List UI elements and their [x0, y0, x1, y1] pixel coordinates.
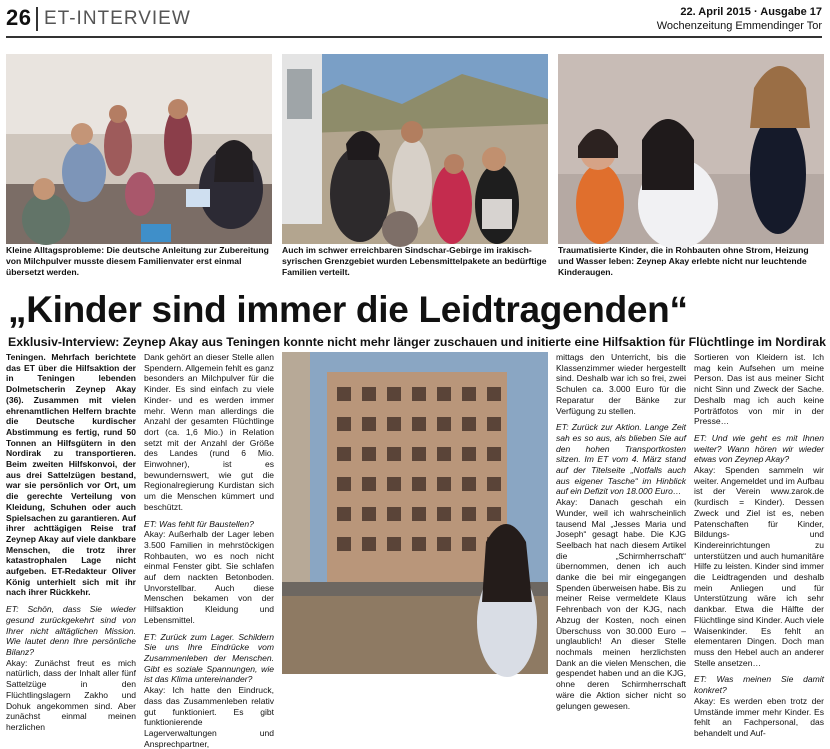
interview-question: ET: Was meinen Sie damit konkret?	[694, 674, 824, 696]
interview-answer: Dank gehört an dieser Stelle allen Spendern. Allgemein fehlt es ganz besonders an Milchpulver für die Kinder. Es sind einfach zu viele Kinder- und es werden immer mehr. Wenn man allerdings die Anzahl der gesamten Flüchtlinge dort (ca. 1,6 Mio.) in Relation setzt mit der Anzahl der Größe des Landes (rund 6 Mio. Einwohner), ist es bewundernswert, wie gut die Regionalregierung Kurdistan sich um die Menschen kümmert und beschützt.	[144, 352, 274, 512]
caption-photo3: Traumatisierte Kinder, die in Rohbauten ohne Strom, Heizung und Wasser leben: Zeynep Akay erlebte nicht nur leuchtende Kinderaugen.	[558, 245, 809, 277]
photo-family-tent	[6, 54, 272, 244]
interview-answer: Akay: Es werden eben trotz der Umstände immer mehr Kinder. Es fehlt an Fachpersonal, das behandelt und Auf-	[694, 695, 824, 738]
interview-answer: mittags den Unterricht, bis die Klassenzimmer wieder hergestellt sind. Deshalb war ich so frei, zwei Schulen ca. 3.000 Euro für die Reparatur der Bänke zur Verfügung zu stellen.	[556, 352, 686, 416]
article-intro: Teningen. Mehrfach berichtete das ET über die Hilfsaktion der in Teningen lebenden Dolmetscherin Zeynep Akay (36). Zusammen mit vielen ehrenamtlichen Helfern brachte die Deutsche kurdischer Abstimmung es fertig, rund 50 Tonnen an Hilfsgütern in den Nordirak zu transportieren. Beim zweiten Hilfskonvoi, der aus drei Sattelzügen bestand, war sie persönlich vor Ort, um die gerechte Verteilung von Kleidung, Schuhen oder auch Spielsachen zu garantieren. Auf ihrer achttägigen Reise traf Zeynep Akay auf viele dankbare Menschen, die trotz ihrer katastrophalen Lage nicht aufgeben. ET-Redakteur Oliver König unterhielt sich mit ihr nach ihrer Rückkehr.	[6, 352, 136, 598]
interview-answer: Akay: Zunächst freut es mich natürlich, dass der Inhalt aller fünf Sattelzüge in den Flüchtlingslagern Zakho und Dohuk angekommen sind. Aber zunächst einmal meinen herzlichen	[6, 657, 136, 732]
interview-question: ET: Was fehlt für Baustellen?	[144, 518, 254, 529]
interview-answer: Sortieren von Kleidern ist. Ich mag kein Aufsehen um meine Person. Das ist aus meiner Sicht nicht Sinn und Zweck der Sache. Deshalb mag ich auch keine Porträtfotos von mir in der Presse…	[694, 352, 824, 427]
interview-answer: Akay: Ich hatte den Eindruck, dass das Zusammenleben relativ gut funktioniert. Es gibt funktionierende Lagerverwaltungen und Ansprechpartner,	[144, 685, 274, 749]
interview-question: ET: Schön, dass Sie wieder gesund zurückgekehrt sind von Ihrer nicht alltäglichen Mission. Wie lautet denn Ihre persönliche Bilanz?	[6, 604, 136, 657]
issue-date: 22. April 2015 · Ausgabe 17	[680, 6, 822, 18]
interview-question: ET: Und wie geht es mit Ihnen weiter? Wann hören wir wieder etwas von Zeynep Akay?	[694, 432, 824, 465]
article-column-1	[6, 352, 136, 732]
page-number: 26	[6, 5, 32, 30]
photo-mountain-distribution	[282, 54, 548, 244]
photo-traumatized-children	[558, 54, 824, 244]
caption-photo1: Kleine Alltagsprobleme: Die deutsche Anleitung zur Zubereitung von Milchpulver musste diesem Familienvater erst einmal übersetzt werden.	[6, 245, 269, 277]
header-rule	[6, 36, 822, 38]
caption-photo2: Auch im schwer erreichbaren Sindschar-Gebirge im irakisch-syrischen Grenzgebiet wurden Lebensmittelpakete an bedürftige Familien verteilt.	[282, 245, 547, 277]
header-divider	[36, 7, 38, 31]
article-subheadline: Exklusiv-Interview: Zeynep Akay aus Teningen konnte nicht mehr länger zuschauen und initierte eine Hilfsaktion für Flüchtlinge im Nordirak	[8, 335, 826, 349]
photo-unfinished-building	[282, 352, 548, 674]
interview-answer: Akay: Außerhalb der Lager leben 3.500 Familien in mehrstöckigen Rohbauten, wo es noch nicht einmal Fenster gibt. Sie schlafen auf dem nackten Betonboden. Unvorstellbar. Auch diese Menschen bekamen von der Hilfsaktion Kleidung und Lebensmittel.	[144, 529, 274, 625]
article-headline: „Kinder sind immer die Leidtragenden“	[8, 289, 688, 330]
article-column-3	[556, 352, 686, 711]
article-column-4	[694, 352, 824, 738]
newspaper-name: Wochenzeitung Emmendinger Tor	[656, 20, 822, 32]
interview-answer: Akay: Spenden sammeln wir weiter. Angemeldet und im Aufbau ist der Verein www.zarok.de (kurdisch = Kinder). Dessen Zweck und Ziel ist es, neben Patenschaften für Kinder, Bildungs- und Kindereinrichtungen zu unterstützen und auch humanitäre Hilfe zu leisten. Kinder sind immer die Leidtragenden und deshalb mein Anliegen und für Unterstützung wäre ich sehr dankbar. Etwa die Hälfte der Flüchtlinge sind Kinder. Auch viele Waisenkinder. Es fehlt an elementaren Dingen. Doch man muss den Hebel auch an anderer Stelle ansetzen…	[694, 465, 824, 668]
interview-question: ET: Zurück zum Lager. Schildern Sie uns Ihre Eindrücke vom Zusammenleben der Menschen. Gibt es soziale Spannungen, wie ist das Klima untereinander?	[144, 631, 274, 685]
interview-question: ET: Zurück zur Aktion. Lange Zeit sah es so aus, als blieben Sie auf den hohen Transportkosten sitzen. Im ET vom 4. März stand auf der Titelseite „Notfalls auch aus eigener Tasche“ im Hinblick auf ein Defizit von 18.000 Euro…	[556, 422, 686, 497]
section-title: ET-INTERVIEW	[44, 8, 191, 29]
article-column-2	[144, 352, 274, 749]
interview-answer: Akay: Danach geschah ein Wunder, weil ich wahrscheinlich tausend Mal „Jesses Maria und Joseph“ gesagt habe. Die KJG Seelbach hat nach diesem Artikel die „Schirmherrschaft“ übernommen, denen ich auch danke die bei mir eingegangen Spenden überweisen habe. Bis zu meiner Reise vermeldete Klaus Fehrenbach von der KJG, nach Abzug der Kosten, noch einen Überschuss von 30.000 Euro – unglaublich! An dieser Stelle nochmals meinen herzlichsten Dank an die vielen Menschen, die gespendet haben und an die KJG, ohne deren Schirmherrschaft wäre die Aktion sicher nicht so gelungen gewesen.	[556, 497, 686, 711]
